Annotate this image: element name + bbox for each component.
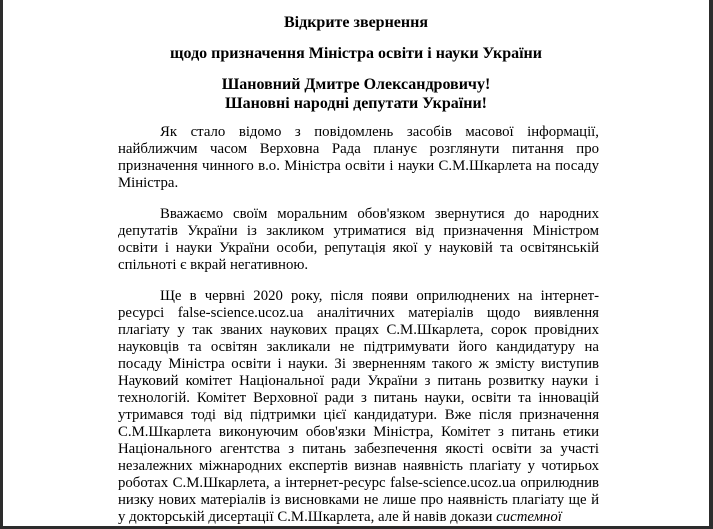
salutation-minister: Шановний Дмитре Олександровичу! xyxy=(221,76,491,93)
paragraph-3 xyxy=(118,288,599,526)
document-subtitle: щодо призначення Міністра освіти і науки України xyxy=(170,45,542,62)
paragraph-2: Вважаємо своїм моральним обов'язком звернутися до народних депутатів України із закликом утриматися від призначення Міністром освіти і науки України особи, репутація якої у науковій та освітянській спільноті є вкрай негативною. xyxy=(118,206,599,273)
document-body xyxy=(118,124,599,526)
salutation-deputies: Шановні народні депутати України! xyxy=(225,95,487,112)
paragraph-3-italic-word: системної xyxy=(496,509,562,525)
document-title: Відкрите звернення xyxy=(284,14,428,31)
paragraph-3-text: Ще в червні 2020 року, після появи оприлюднених на інтернет-ресурсі false-science.ucoz.ua аналітичних матеріалів щодо виявлення плагіату у так званих наукових працях С.М.Шкарлета, сорок провідних науковців та освітян закликали не підтримувати його кандидатуру на посаду Міністра освіти і науки. Зі зверненням такого ж змісту виступив Науковий комітет Національної ради України з питань розвитку науки і технологій. Комітет Верховної ради з питань науки, освіти та інновацій утримався тоді від підтримки цієї кандидатури. Вже після призначення С.М.Шкарлета виконуючим обов'язки Міністра, Комітет з питань етики Національного агентства з питань забезпечення якості освіти за участі незалежних міжнародних експертів визнав наявність плагіату у чотирьох роботах С.М.Шкарлета, а інтернет-ресурс false-science.ucoz.ua оприлюднив низку нових матеріалів із висновками не лише про наявність плагіату ще й у докторській дисертації С.М.Шкарлета, але й навів докази xyxy=(118,288,599,525)
paragraph-1: Як стало відомо з повідомлень засобів масової інформації, найближчим часом Верховна Рада планує розглянути питання про призначення чинного в.о. Міністра освіти і науки С.М.Шкарлета на посаду Міністра. xyxy=(118,124,599,191)
